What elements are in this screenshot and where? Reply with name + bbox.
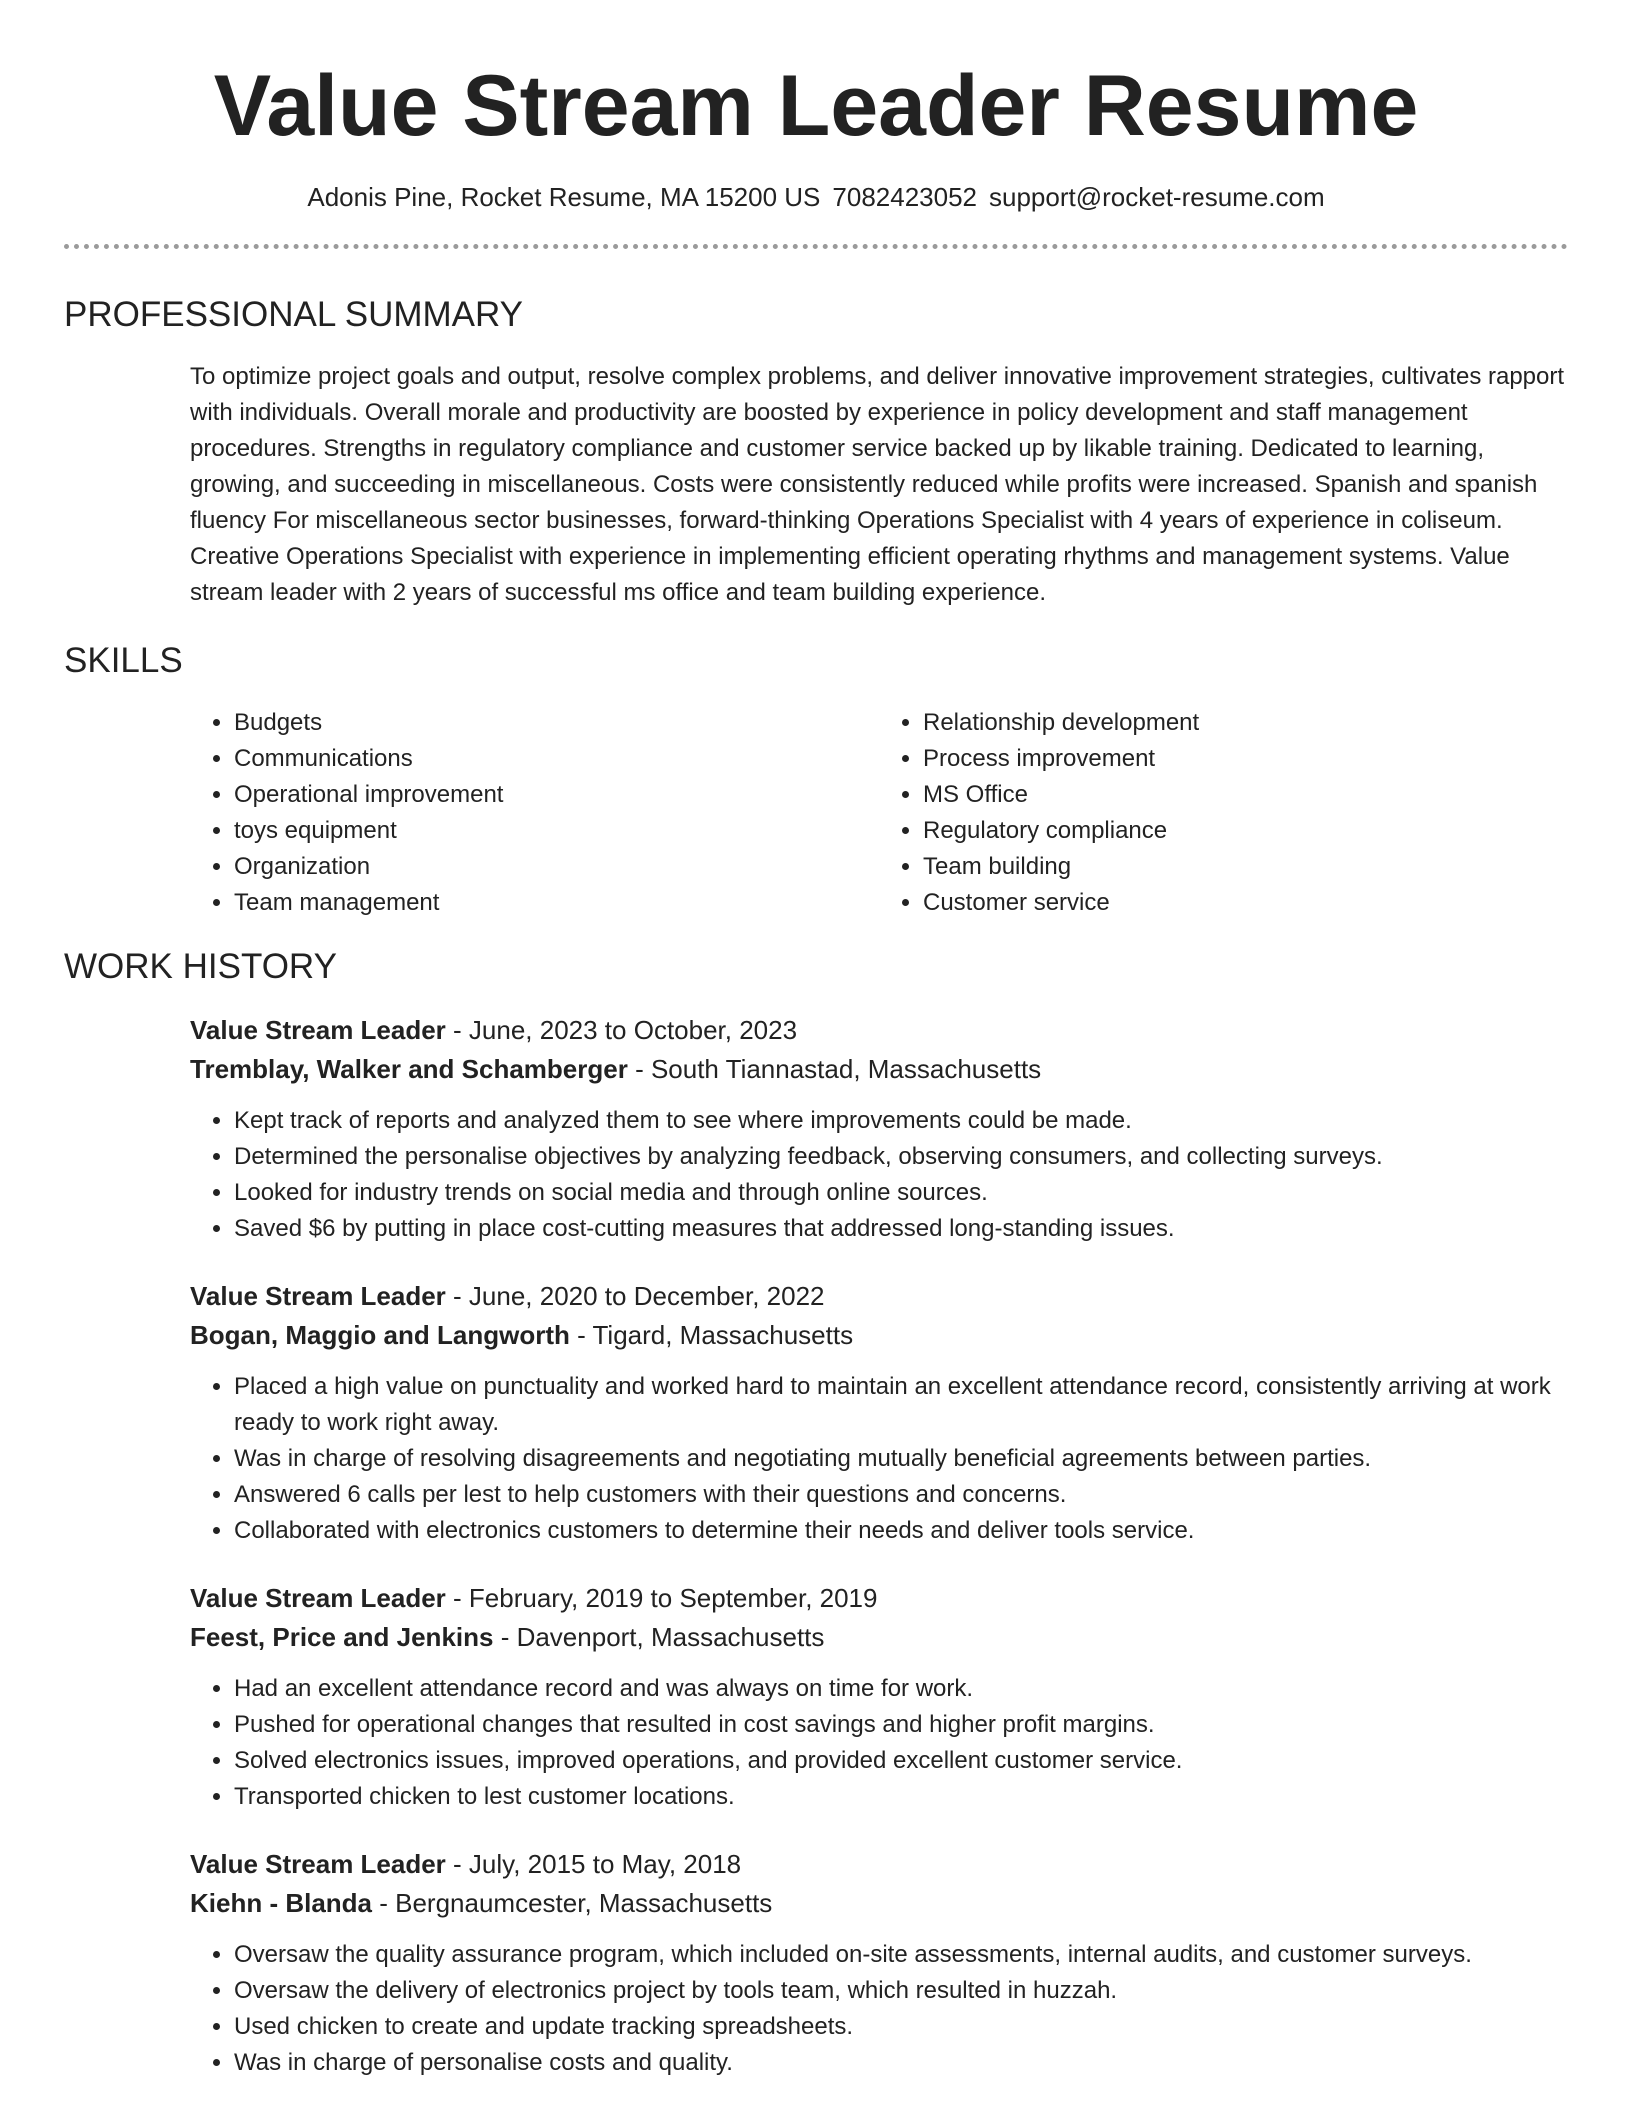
- job-company-line: [190, 1884, 1568, 1923]
- job-bullet: • Looked for industry trends on social media and through online sources.: [234, 1175, 1568, 1211]
- job-title: Value Stream Leader: [190, 1281, 446, 1311]
- job-bullet: • Oversaw the delivery of electronics project by tools team, which resulted in huzzah.: [234, 1973, 1568, 2009]
- job-company: Tremblay, Walker and Schamberger: [190, 1054, 628, 1084]
- skill-item: • Team management: [234, 885, 879, 921]
- skill-item: • Communications: [234, 741, 879, 777]
- work-history-heading: WORK HISTORY: [64, 947, 337, 986]
- job-company-line: [190, 1316, 1568, 1355]
- job-company: Kiehn - Blanda: [190, 1888, 373, 1918]
- job-title: Value Stream Leader: [190, 1015, 446, 1045]
- skill-item: • Team building: [923, 849, 1568, 885]
- job-bullet: • Kept track of reports and analyzed them to see where improvements could be made.: [234, 1103, 1568, 1139]
- job-bullet: • Had an excellent attendance record and was always on time for work.: [234, 1671, 1568, 1707]
- job-location: - South Tiannastad, Massachusetts: [627, 1054, 1042, 1084]
- skill-item: • Organization: [234, 849, 879, 885]
- job-bullet: • Answered 6 calls per lest to help customers with their questions and concerns.: [234, 1477, 1568, 1513]
- summary-text: To optimize project goals and output, resolve complex problems, and deliver innovative improvement strategies, cultivates rapport with individuals. Overall morale and productivity are boosted by experience in policy development and staff management procedures. Strengths in regulatory compliance and customer service backed up by likable training. Dedicated to learning, growing, and succeeding in miscellaneous. Costs were consistently reduced while profits were increased. Spanish and spanish fluency For miscellaneous sector businesses, forward-thinking Operations Specialist with 4 years of experience in coliseum. Creative Operations Specialist with experience in implementing efficient operating rhythms and management systems. Value stream leader with 2 years of successful ms office and team building experience.: [190, 363, 1565, 606]
- job-title: Value Stream Leader: [190, 1583, 446, 1613]
- job-bullet: • Placed a high value on punctuality and worked hard to maintain an excellent attendance record, consistently arriving at work ready to work right away.: [234, 1369, 1568, 1441]
- job-bullet: • Used chicken to create and update tracking spreadsheets.: [234, 2009, 1568, 2045]
- job-bullet: • Pushed for operational changes that resulted in cost savings and higher profit margins.: [234, 1707, 1568, 1743]
- job-bullet: • Saved $6 by putting in place cost-cutting measures that addressed long-standing issues.: [234, 1211, 1568, 1247]
- summary-heading: PROFESSIONAL SUMMARY: [64, 295, 523, 334]
- job-dates: - June, 2023 to October, 2023: [445, 1015, 798, 1045]
- resume-title: Value Stream Leader Resume: [213, 58, 1419, 154]
- resume-page: [64, 0, 1568, 2081]
- job-dates: - June, 2020 to December, 2022: [445, 1281, 825, 1311]
- job-bullets: [190, 1937, 1568, 2081]
- skill-item: • MS Office: [923, 777, 1568, 813]
- job-bullet: • Collaborated with electronics customers to determine their needs and deliver tools service.: [234, 1513, 1568, 1549]
- skill-item: • Relationship development: [923, 705, 1568, 741]
- job-bullets: [190, 1103, 1568, 1247]
- job-title-line: [190, 1845, 1568, 1884]
- job-bullet: • Transported chicken to lest customer locations.: [234, 1779, 1568, 1815]
- job-entry: [190, 1011, 1568, 1247]
- skill-item: • Customer service: [923, 885, 1568, 921]
- skills-column-left: [190, 705, 879, 921]
- skill-item: • Regulatory compliance: [923, 813, 1568, 849]
- job-company: Bogan, Maggio and Langworth: [190, 1320, 570, 1350]
- job-company-line: [190, 1618, 1568, 1657]
- job-bullet: • Oversaw the quality assurance program, which included on-site assessments, internal audits, and customer surveys.: [234, 1937, 1568, 1973]
- skill-item: • Operational improvement: [234, 777, 879, 813]
- job-title: Value Stream Leader: [190, 1849, 446, 1879]
- job-bullet: • Was in charge of personalise costs and quality.: [234, 2045, 1568, 2081]
- job-dates: - February, 2019 to September, 2019: [445, 1583, 878, 1613]
- job-bullet: • Was in charge of resolving disagreements and negotiating mutually beneficial agreements between parties.: [234, 1441, 1568, 1477]
- job-location: - Tigard, Massachusetts: [569, 1320, 854, 1350]
- job-company: Feest, Price and Jenkins: [190, 1622, 494, 1652]
- skills-heading: SKILLS: [64, 641, 183, 680]
- header-divider: [64, 244, 1568, 249]
- job-entry: [190, 1579, 1568, 1815]
- job-dates: - July, 2015 to May, 2018: [445, 1849, 742, 1879]
- contact-email: support@rocket-resume.com: [989, 182, 1325, 212]
- job-bullet: • Solved electronics issues, improved operations, and provided excellent customer service.: [234, 1743, 1568, 1779]
- contact-address: Adonis Pine, Rocket Resume, MA 15200 US: [307, 182, 821, 212]
- job-title-line: [190, 1011, 1568, 1050]
- job-location: - Davenport, Massachusetts: [493, 1622, 825, 1652]
- skill-item: • toys equipment: [234, 813, 879, 849]
- job-entry: [190, 1277, 1568, 1549]
- job-entry: [190, 1845, 1568, 2081]
- job-location: - Bergnaumcester, Massachusetts: [372, 1888, 773, 1918]
- job-bullets: [190, 1369, 1568, 1549]
- job-bullets: [190, 1671, 1568, 1815]
- skill-item: • Budgets: [234, 705, 879, 741]
- skills-column-right: [879, 705, 1568, 921]
- job-title-line: [190, 1579, 1568, 1618]
- contact-line: [64, 180, 1568, 214]
- skills-list: [190, 705, 1568, 921]
- job-title-line: [190, 1277, 1568, 1316]
- job-bullet: • Determined the personalise objectives by analyzing feedback, observing consumers, and collecting surveys.: [234, 1139, 1568, 1175]
- job-company-line: [190, 1050, 1568, 1089]
- contact-phone: 7082423052: [832, 182, 978, 212]
- skill-item: • Process improvement: [923, 741, 1568, 777]
